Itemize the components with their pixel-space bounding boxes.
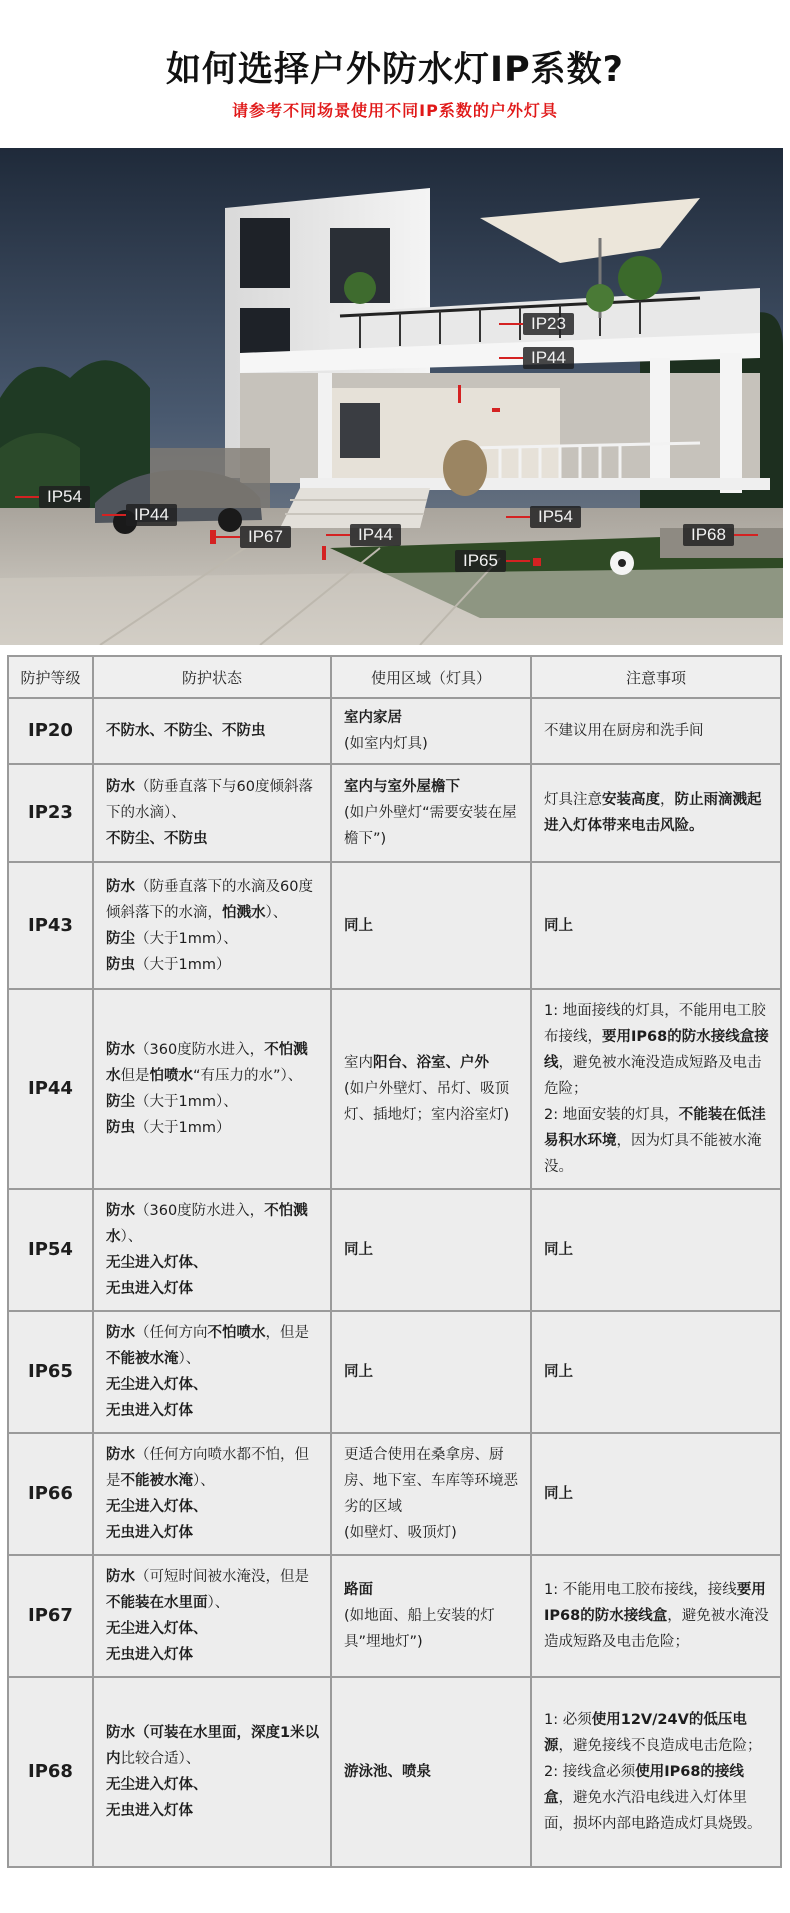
- cell-text: 1: 必须: [544, 1712, 592, 1728]
- cell-text: 防水: [106, 1042, 135, 1058]
- cell-text: ，但是: [265, 1325, 309, 1341]
- cell-text: ）、: [120, 1229, 143, 1245]
- cell-text: 防水: [106, 779, 135, 795]
- cell-status: [93, 698, 331, 764]
- cell-text: 无尘进入灯体、: [106, 1377, 208, 1393]
- cell-text: 比较合适）、: [120, 1751, 201, 1767]
- cell-status: [93, 1433, 331, 1555]
- cell-text: 防止雨滴溅起进入灯体带来电击风险。: [544, 792, 762, 834]
- cell-text: 1: 不能用电工胶布接线，接线: [544, 1582, 737, 1598]
- ip-rating-table-section: [0, 655, 784, 1868]
- cell-area: [331, 1677, 531, 1867]
- cell-text: (如壁灯、吸顶灯): [344, 1525, 457, 1541]
- cell-text: 但是: [120, 1068, 150, 1084]
- cell-text: 室内家居: [344, 710, 402, 726]
- cell-level: IP43: [8, 862, 93, 989]
- cell-text: ）、: [265, 904, 288, 921]
- cell-text: （大于1mm）: [135, 1120, 231, 1136]
- cell-text: （360度防水进入，: [135, 1042, 265, 1058]
- photo-tag-ip44-steps: IP44: [350, 524, 401, 546]
- cell-note: [531, 698, 781, 764]
- cell-text: 同上: [544, 917, 573, 934]
- cell-level: IP23: [8, 764, 93, 862]
- cell-text: 不能装在低洼易积水环境: [544, 1107, 766, 1149]
- header-notes: 注意事项: [531, 656, 781, 698]
- cell-level: IP68: [8, 1677, 93, 1867]
- cell-status: [93, 1555, 331, 1677]
- cell-text: ）、: [193, 1473, 215, 1489]
- cell-text: 防虫: [106, 1120, 135, 1136]
- cell-text: 使用IP68的接线盒: [544, 1764, 744, 1806]
- cell-text: 同上: [544, 1242, 573, 1258]
- cell-text: （大于1mm）、: [135, 930, 238, 947]
- cell-text: 要用IP68的防水接线盒接线: [544, 1029, 769, 1071]
- cell-area: [331, 1189, 531, 1311]
- photo-tag-ip44-porch: IP44: [523, 347, 574, 369]
- cell-status: [93, 862, 331, 989]
- cell-area: [331, 1433, 531, 1555]
- cell-text: （可短时间被水淹没，但是: [135, 1569, 309, 1585]
- table-row: [8, 862, 781, 989]
- cell-text: ）、: [207, 1595, 230, 1611]
- cell-text: 防水: [106, 1325, 135, 1341]
- cell-status: [93, 1189, 331, 1311]
- page-header: [0, 0, 790, 148]
- cell-text: （任何方向: [135, 1325, 208, 1341]
- cell-text: ，避免水汽沿电线进入灯体里面，损坏内部电路造成灯具烧毁。: [544, 1790, 762, 1832]
- ip-rating-table: [7, 655, 782, 1868]
- cell-text: 防虫: [106, 956, 135, 973]
- cell-text: (如室内灯具): [344, 736, 428, 752]
- cell-text: 2: 接线盒必须: [544, 1764, 636, 1780]
- cell-text: 同上: [544, 1364, 573, 1380]
- photo-tag-ip23: IP23: [523, 313, 574, 335]
- photo-tag-ip68: IP68: [683, 524, 734, 546]
- cell-text: (如户外壁灯“需要安装在屋檐下”): [344, 805, 517, 847]
- cell-text: ）、: [178, 1351, 201, 1367]
- cell-text: 更适合使用在桑拿房、厨房、地下室、车库等环境恶劣的区域: [344, 1447, 518, 1515]
- cell-text: 不能装在水里面: [106, 1595, 208, 1611]
- cell-note: [531, 1189, 781, 1311]
- cell-area: [331, 862, 531, 989]
- cell-text: 无虫进入灯体: [106, 1647, 193, 1663]
- photo-tag-ip44-car: IP44: [126, 504, 177, 526]
- cell-text: 防水: [106, 1569, 135, 1585]
- cell-text: 防水: [106, 878, 135, 895]
- cell-area: [331, 989, 531, 1189]
- cell-text: (如地面、船上安装的灯具”埋地灯”): [344, 1608, 495, 1650]
- cell-text: 同上: [544, 1486, 573, 1502]
- cell-note: [531, 862, 781, 989]
- cell-text: 无虫进入灯体: [106, 1281, 193, 1297]
- cell-text: 同上: [344, 1364, 373, 1380]
- cell-note: [531, 989, 781, 1189]
- cell-text: ，: [660, 792, 675, 808]
- cell-text: 2: 地面安装的灯具，: [544, 1107, 679, 1123]
- cell-note: [531, 764, 781, 862]
- cell-text: （大于1mm）: [135, 956, 231, 973]
- cell-text: ，避免接线不良造成电击危险；: [558, 1738, 762, 1754]
- photo-tag-ip67: IP67: [240, 526, 291, 548]
- cell-text: 防水（可装在水里面，深度1米以内: [106, 1725, 320, 1767]
- table-header-row: [8, 656, 781, 698]
- cell-note: [531, 1677, 781, 1867]
- page-title: 如何选择户外防水灯IP系数?: [166, 50, 624, 90]
- cell-text: （大于1mm）、: [135, 1094, 238, 1110]
- table-row: [8, 989, 781, 1189]
- cell-status: [93, 1677, 331, 1867]
- cell-text: ，避免被水淹没造成短路及电击危险；: [544, 1055, 762, 1097]
- cell-text: (如户外壁灯、吊灯、吸顶灯、插地灯；室内浴室灯): [344, 1081, 510, 1123]
- table-row: [8, 698, 781, 764]
- cell-text: 不怕喷水: [207, 1325, 266, 1341]
- cell-text: 1: 地面接线的灯具，不能用电工胶布接线，: [544, 1003, 766, 1045]
- cell-note: [531, 1311, 781, 1433]
- photo-tag-ip65: IP65: [455, 550, 506, 572]
- cell-level: IP44: [8, 989, 93, 1189]
- cell-note: [531, 1555, 781, 1677]
- cell-text: 防水: [106, 1203, 135, 1219]
- cell-text: 无虫进入灯体: [106, 1403, 193, 1419]
- cell-text: ，避免被水淹没造成短路及电击危险；: [544, 1608, 769, 1650]
- table-row: [8, 1433, 781, 1555]
- cell-text: 室内与室外屋檐下: [344, 779, 460, 795]
- cell-text: 不能被水淹: [106, 1351, 179, 1367]
- house-photo: [0, 148, 783, 645]
- page-subtitle: 请参考不同场景使用不同IP系数的户外灯具: [232, 101, 558, 120]
- cell-text: 无尘进入灯体、: [106, 1499, 208, 1515]
- cell-status: [93, 764, 331, 862]
- cell-status: [93, 989, 331, 1189]
- house-illustration: [0, 148, 783, 645]
- cell-status: [93, 1311, 331, 1433]
- cell-text: （防垂直落下与60度倾斜落下的水滴）、: [106, 779, 313, 821]
- table-row: [8, 1189, 781, 1311]
- cell-text: 路面: [344, 1582, 373, 1598]
- cell-text: 同上: [344, 917, 373, 934]
- cell-text: 室内: [344, 1055, 373, 1071]
- cell-level: IP20: [8, 698, 93, 764]
- cell-text: 不怕溅水: [106, 1042, 308, 1084]
- cell-text: 安装高度: [602, 792, 660, 808]
- cell-text: 无尘进入灯体、: [106, 1255, 208, 1271]
- cell-text: 同上: [344, 1242, 373, 1258]
- cell-text: 怕喷水: [149, 1068, 193, 1084]
- table-row: [8, 1555, 781, 1677]
- cell-text: 防尘: [106, 1094, 135, 1110]
- photo-tag-ip54-right: IP54: [530, 506, 581, 528]
- cell-text: 防尘: [106, 930, 135, 947]
- cell-text: 防水: [106, 1447, 135, 1463]
- table-row: [8, 1311, 781, 1433]
- header-area: 使用区域（灯具）: [331, 656, 531, 698]
- cell-area: [331, 764, 531, 862]
- cell-level: IP66: [8, 1433, 93, 1555]
- cell-text: “有压力的水”）、: [193, 1068, 303, 1084]
- cell-text: 不防水、不防尘、不防虫: [106, 723, 266, 739]
- cell-text: 使用12V/24V的低压电源: [544, 1712, 747, 1754]
- cell-text: 怕溅水: [222, 904, 266, 921]
- cell-note: [531, 1433, 781, 1555]
- cell-text: 不能被水淹: [120, 1473, 193, 1489]
- cell-text: 阳台、浴室、户外: [373, 1055, 489, 1071]
- table-row: [8, 1677, 781, 1867]
- cell-area: [331, 698, 531, 764]
- cell-level: IP65: [8, 1311, 93, 1433]
- cell-level: IP54: [8, 1189, 93, 1311]
- cell-text: 要用IP68的防水接线盒: [544, 1582, 766, 1624]
- cell-area: [331, 1311, 531, 1433]
- cell-text: 不建议用在厨房和洗手间: [544, 723, 704, 739]
- cell-text: 游泳池、喷泉: [344, 1764, 431, 1780]
- cell-text: （防垂直落下的水滴及60度倾斜落下的水滴，: [106, 878, 313, 921]
- cell-text: 不防尘、不防虫: [106, 831, 208, 847]
- cell-area: [331, 1555, 531, 1677]
- header-status: 防护状态: [93, 656, 331, 698]
- cell-text: 无尘进入灯体、: [106, 1621, 208, 1637]
- cell-text: 无虫进入灯体: [106, 1525, 193, 1541]
- cell-text: ，因为灯具不能被水淹没。: [544, 1133, 762, 1175]
- header-level: 防护等级: [8, 656, 93, 698]
- cell-text: 无尘进入灯体、: [106, 1777, 208, 1793]
- cell-text: （360度防水进入，: [135, 1203, 265, 1219]
- photo-tag-ip54-left: IP54: [39, 486, 90, 508]
- cell-level: IP67: [8, 1555, 93, 1677]
- cell-text: 不怕溅水: [106, 1203, 308, 1245]
- cell-text: （任何方向喷水都不怕，但是: [106, 1447, 309, 1489]
- cell-text: 无虫进入灯体: [106, 1803, 193, 1819]
- table-row: [8, 764, 781, 862]
- cell-text: 灯具注意: [544, 792, 602, 808]
